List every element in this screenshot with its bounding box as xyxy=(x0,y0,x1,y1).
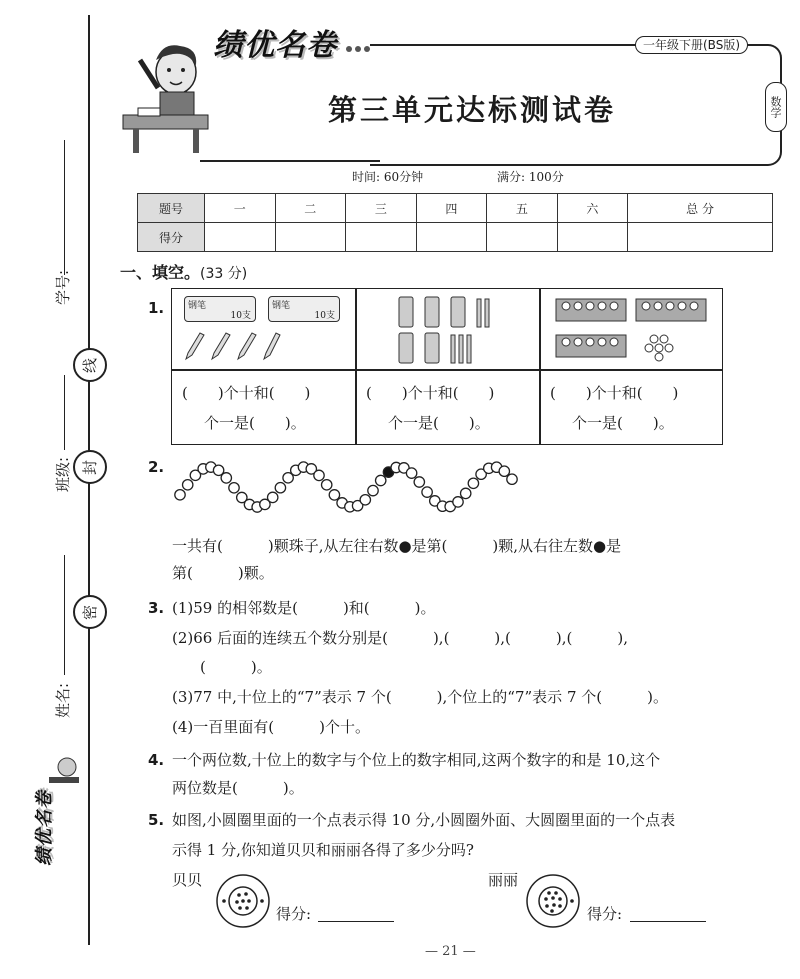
margin-logo xyxy=(35,755,80,875)
question-number: 1. xyxy=(148,299,165,317)
seal-seal-mark: 封 xyxy=(73,450,107,484)
pen-box-count: 10支 xyxy=(230,311,251,321)
bead xyxy=(376,475,386,485)
q1-answer-2[interactable] xyxy=(366,381,536,435)
score-input-cell[interactable] xyxy=(275,223,346,252)
table-cell: 三 xyxy=(346,194,417,223)
bead xyxy=(360,495,370,505)
table-cell: 五 xyxy=(487,194,558,223)
lili-score-blank[interactable] xyxy=(630,921,706,922)
bead xyxy=(414,477,424,487)
lili-target-diagram xyxy=(525,873,581,929)
beibei-score-blank[interactable] xyxy=(318,921,394,922)
bead xyxy=(175,490,185,500)
bead xyxy=(461,488,471,498)
margin-logo-text: 绩优名卷 xyxy=(34,790,55,866)
q5-line2: 示得 1 分,你知道贝贝和丽丽各得了多少分吗? xyxy=(172,841,474,859)
q2-line2: 第( )颗。 xyxy=(172,564,274,582)
bead xyxy=(183,480,193,490)
score-table-header-row xyxy=(138,194,773,223)
answer-line: ( )个十和( ) xyxy=(182,384,311,402)
q5-line1: 如图,小圆圈里面的一个点表示得 10 分,小圆圈外面、大圆圈里面的一个点表 xyxy=(172,811,676,829)
grade-badge: 一年级下册(BS版) xyxy=(635,36,748,54)
q1-answer-3[interactable] xyxy=(550,381,720,435)
question-number: 2. xyxy=(148,458,165,476)
bead xyxy=(406,468,416,478)
pen-box-count: 10支 xyxy=(314,311,335,321)
student-id-label: 学号: xyxy=(54,269,72,305)
q4-line1: 一个两位数,十位上的数字与个位上的数字相同,这两个数字的和是 10,这个 xyxy=(172,751,661,769)
page-number: — 21 — xyxy=(425,944,476,959)
beibei-target-diagram xyxy=(215,873,271,929)
bead xyxy=(368,485,378,495)
bead xyxy=(275,483,285,493)
bead xyxy=(329,490,339,500)
student-id-underline xyxy=(64,140,65,275)
q5-text xyxy=(172,808,792,862)
bead xyxy=(507,474,517,484)
q2-line1: 一共有( )颗珠子,从左往右数●是第( )颗,从右往左数●是 xyxy=(172,537,622,555)
lili-score-label: 得分: xyxy=(587,905,623,923)
bead xyxy=(422,487,432,497)
beibei-score-label: 得分: xyxy=(276,905,312,923)
table-cell: 得分 xyxy=(138,223,205,252)
q1-answer-1[interactable] xyxy=(182,381,352,435)
q1-grid xyxy=(171,288,723,445)
answer-line: ( )个十和( ) xyxy=(366,384,495,402)
table-cell: 二 xyxy=(275,194,346,223)
class-underline xyxy=(64,375,65,450)
class-underline-2 xyxy=(64,555,65,675)
bead-wave-illustration xyxy=(172,458,522,516)
question-number: 3. xyxy=(148,599,165,617)
bead xyxy=(453,497,463,507)
q3-part3: (3)77 中,十位上的“7”表示 7 个( ),个位上的“7”表示 7 个( )。 xyxy=(172,688,668,706)
bead xyxy=(499,466,509,476)
q3-part4: (4)一百里面有( )个十。 xyxy=(172,718,370,736)
stick-bundles-icon xyxy=(397,295,507,365)
answer-line: ( )个十和( ) xyxy=(550,384,679,402)
score-input-cell[interactable] xyxy=(416,223,487,252)
section-title: 一、填空。 xyxy=(120,263,201,282)
q3-text xyxy=(172,596,792,739)
class-label: 班级: xyxy=(54,456,72,492)
exam-time: 时间: 60分钟 xyxy=(352,170,424,184)
beibei-label: 贝贝 xyxy=(172,871,203,889)
table-cell: 六 xyxy=(557,194,628,223)
page-title: 第三单元达标测试卷 xyxy=(328,93,617,127)
lili-label: 丽丽 xyxy=(488,871,519,889)
score-table-score-row xyxy=(138,223,773,252)
pen-box-label: 钢笔 xyxy=(188,301,207,311)
score-table xyxy=(137,193,773,252)
score-input-cell[interactable] xyxy=(557,223,628,252)
score-input-cell[interactable] xyxy=(628,223,773,252)
table-cell: 总 分 xyxy=(628,194,773,223)
subject-badge: 数学 xyxy=(765,82,787,132)
question-number: 5. xyxy=(148,811,165,829)
bead xyxy=(268,492,278,502)
seal-line-mark: 线 xyxy=(73,348,107,382)
bead xyxy=(322,480,332,490)
bead xyxy=(314,470,324,480)
bead xyxy=(468,478,478,488)
section-heading xyxy=(120,260,247,283)
pens-icon xyxy=(182,329,282,363)
q3-part2-cont: ( )。 xyxy=(200,658,272,676)
pen-box-1 xyxy=(184,296,256,322)
seal-secret-mark: 密 xyxy=(73,595,107,629)
full-score: 满分: 100分 xyxy=(497,170,564,184)
q3-part2: (2)66 后面的连续五个数分别是( ),( ),( ),( ), xyxy=(172,629,628,647)
name-label: 姓名: xyxy=(54,682,72,718)
student-mascot-icon xyxy=(118,20,213,155)
answer-line: 个一是( )。 xyxy=(388,414,490,432)
question-number: 4. xyxy=(148,751,165,769)
q4-line2: 两位数是( )。 xyxy=(172,779,304,797)
pen-box-label: 钢笔 xyxy=(272,301,291,311)
score-input-cell[interactable] xyxy=(487,223,558,252)
q4-text xyxy=(172,748,792,800)
q3-part1: (1)59 的相邻数是( )和( )。 xyxy=(172,599,436,617)
header-bottom-line xyxy=(200,160,380,162)
section-points: (33 分) xyxy=(200,266,248,282)
score-input-cell[interactable] xyxy=(346,223,417,252)
header-logo: 绩优名卷 xyxy=(213,28,337,63)
q2-text xyxy=(172,534,792,585)
answer-line: 个一是( )。 xyxy=(204,414,306,432)
bead xyxy=(229,483,239,493)
table-cell: 四 xyxy=(416,194,487,223)
pen-box-2 xyxy=(268,296,340,322)
table-cell: 一 xyxy=(205,194,276,223)
answer-line: 个一是( )。 xyxy=(572,414,674,432)
egg-trays-icon xyxy=(554,297,714,365)
bead xyxy=(221,473,231,483)
table-cell: 题号 xyxy=(138,194,205,223)
mascot-illustration xyxy=(118,20,213,159)
score-input-cell[interactable] xyxy=(205,223,276,252)
